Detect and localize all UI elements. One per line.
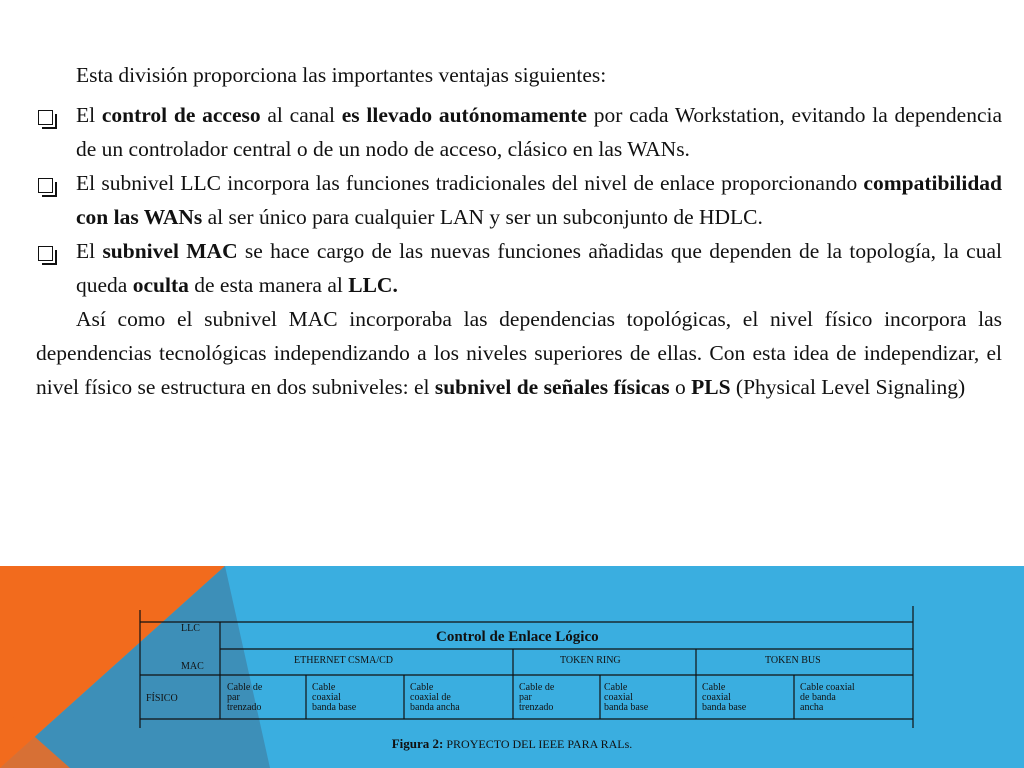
row-label-fisico: FÍSICO xyxy=(146,693,178,704)
mac-cell-token-bus: TOKEN BUS xyxy=(765,655,821,666)
slide-text xyxy=(36,58,1002,404)
fisico-cell: Cable coaxial de banda ancha xyxy=(410,682,460,713)
fisico-cell: Cable coaxial de banda ancha xyxy=(800,682,855,713)
bullet-item: El control de acceso al canal es llevado autónomamente por cada Workstation, evitando la dependencia de un controlador central o de un nodo de acceso, clásico en las WANs. xyxy=(36,98,1002,166)
fisico-cell: Cable coaxial banda base xyxy=(312,682,357,713)
bullet-item: El subnivel LLC incorpora las funciones tradicionales del nivel de enlace proporcionando compatibilidad con las WANs al ser único para cualquier LAN y ser un subconjunto de HDLC. xyxy=(36,166,1002,234)
row-label-llc: LLC xyxy=(181,623,200,634)
intro-text: Esta división proporciona las importantes ventajas siguientes: xyxy=(76,63,607,87)
mac-cell-token-ring: TOKEN RING xyxy=(560,655,621,666)
mac-cell-ethernet: ETHERNET CSMA/CD xyxy=(294,655,393,666)
row-label-mac: MAC xyxy=(181,661,204,672)
fisico-cell: Cable de par trenzado xyxy=(227,682,263,713)
footer-banner xyxy=(0,566,1024,768)
figure-caption xyxy=(0,736,1024,752)
caption-text: PROYECTO DEL IEEE PARA RALs. xyxy=(446,737,633,751)
fisico-cell: Cable coaxial banda base xyxy=(604,682,649,713)
fisico-cell: Cable coaxial banda base xyxy=(702,682,747,713)
ieee-figure xyxy=(0,566,1024,768)
checkbox-bullet-icon xyxy=(38,246,53,261)
body-paragraph: Así como el subnivel MAC incorporaba las dependencias topológicas, el nivel físico incorpora las dependencias tecnológicas independizando a los niveles superiores de ellas. Con esta idea de independizar, el nivel físico se estructura en dos subniveles: el subnivel de señales físicas o PLS (Physical Level Signaling) xyxy=(36,307,1002,399)
caption-label: Figura 2: xyxy=(391,736,444,751)
bullet-item: El subnivel MAC se hace cargo de las nuevas funciones añadidas que dependen de la topología, la cual queda oculta de esta manera al LLC. xyxy=(36,234,1002,302)
checkbox-bullet-icon xyxy=(38,178,53,193)
checkbox-bullet-icon xyxy=(38,110,53,125)
llc-title: Control de Enlace Lógico xyxy=(436,629,599,645)
fisico-cell: Cable de par trenzado xyxy=(519,682,555,713)
